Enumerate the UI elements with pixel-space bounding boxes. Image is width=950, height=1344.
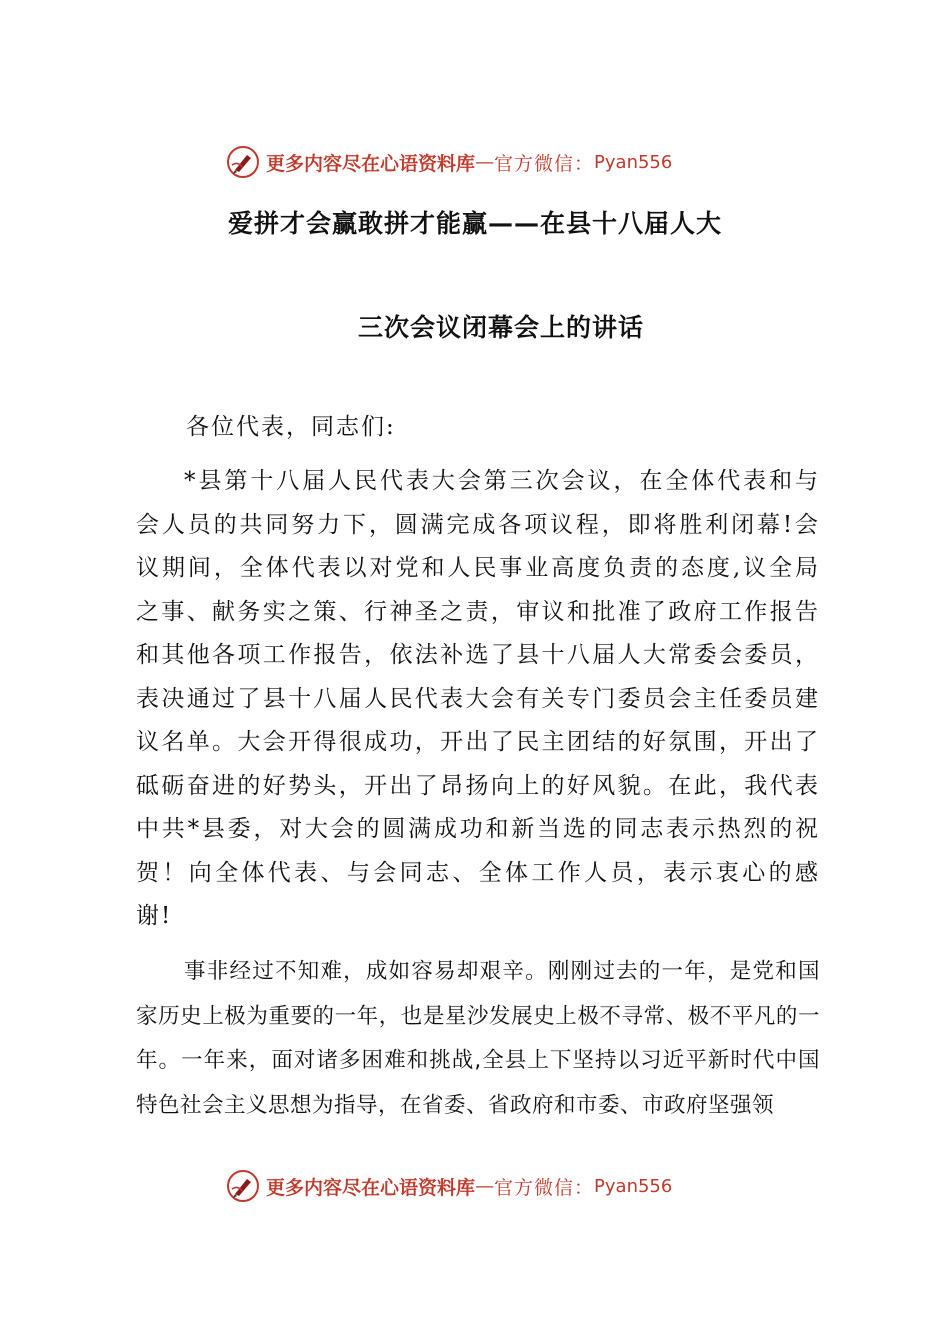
watermark-wechat-label: 官方微信：: [494, 152, 595, 175]
pen-nib-logo-icon: [226, 145, 260, 179]
body-paragraph-2: 事非经过不知难，成如容易却艰辛。刚刚过去的一年，是党和国家历史上极为重要的一年，也是星沙发展史上极不寻常、极不平凡的一年。一年来，面对诸多困难和挑战,全县上下坚持以习近平新时代中国特色社会主义思想为指导，在省委、省政府和市委、市政府坚强领: [136, 959, 820, 1118]
watermark-main-text: 更多内容尽在心语资料库: [266, 152, 476, 175]
watermark-main-text: 更多内容尽在心语资料库: [266, 1176, 476, 1199]
watermark-separator: —: [475, 151, 495, 173]
pen-nib-logo-icon: [226, 1169, 260, 1203]
watermark-banner-bottom: [226, 1166, 746, 1206]
watermark-separator: —: [475, 1175, 495, 1197]
body-paragraph-1: *县第十八届人民代表大会第三次会议，在全体代表和与会人员的共同努力下，圆满完成各项议程，即将胜利闭幕!会议期间，全体代表以对党和人民事业高度负责的态度,议全局之事、献务实之策、行神圣之责，审议和批准了政府工作报告和其他各项工作报告，依法补选了县十八届人大常委会委员，表决通过了县十八届人民代表大会有关专门委员会主任委员建议名单。大会开得很成功，开出了民主团结的好氛围，开出了砥砺奋进的好势头，开出了昂扬向上的好风貌。在此，我代表中共*县委，对大会的圆满成功和新当选的同志表示热烈的祝贺！向全体代表、与会同志、全体工作人员，表示衷心的感谢!: [136, 468, 820, 929]
watermark-wechat-id: Pyan556: [594, 151, 673, 173]
watermark-wechat-label: 官方微信：: [494, 1176, 595, 1199]
document-title-line-2: 三次会议闭幕会上的讲话: [357, 313, 644, 342]
watermark-wechat-id: Pyan556: [594, 1175, 673, 1197]
greeting: 各位代表，同志们:: [186, 414, 396, 440]
watermark-banner-top: [226, 142, 746, 182]
document-title-line-1: 爱拼才会赢敢拼才能赢——在县十八届人大: [227, 209, 722, 238]
